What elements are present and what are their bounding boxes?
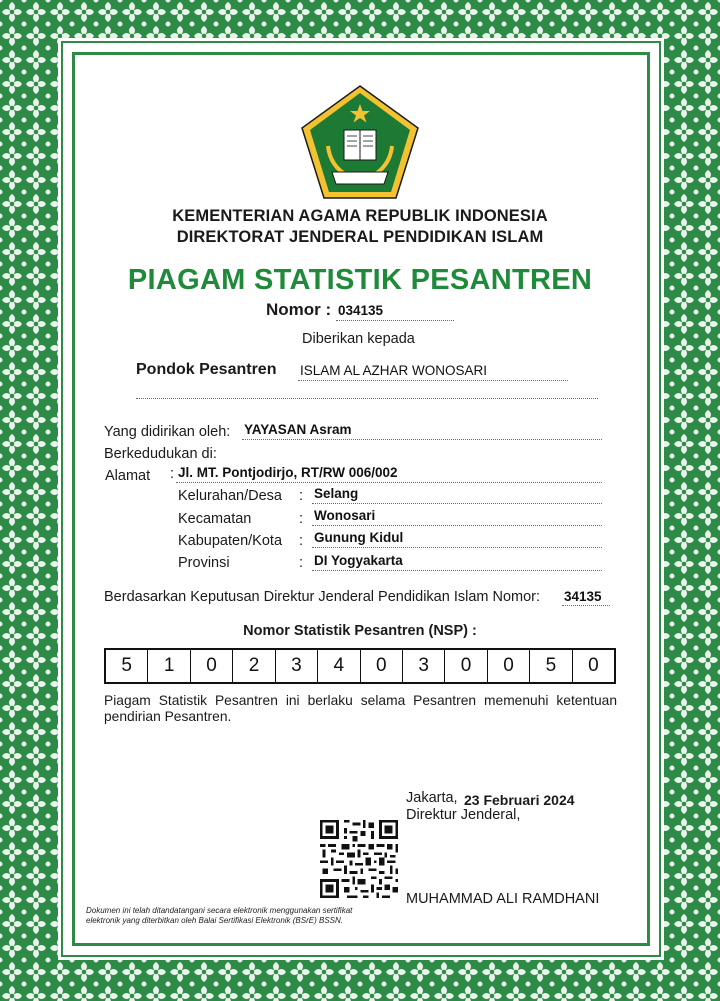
nsp-digit: 5 — [106, 650, 148, 682]
given-to-label: Diberikan kepada — [302, 331, 415, 347]
ministry-name: KEMENTERIAN AGAMA REPUBLIK INDONESIA — [172, 207, 548, 225]
pesantren-label: Pondok Pesantren — [136, 361, 277, 378]
certificate-title: PIAGAM STATISTIK PESANTREN — [127, 264, 593, 296]
province-value: DI Yogyakarta — [314, 553, 403, 568]
village-dotted-line — [312, 503, 602, 504]
village-value: Selang — [314, 486, 359, 501]
province-colon: : — [299, 555, 304, 571]
regency-colon: : — [299, 533, 304, 549]
qr-code-icon — [320, 820, 398, 898]
validity-statement: Piagam Statistik Pesantren ini berlaku selama Pesantren memenuhi ketentuan pendirian Pesantren. — [104, 693, 617, 724]
number-value: 034135 — [338, 303, 384, 318]
nsp-digit: 0 — [361, 650, 403, 682]
regency-value: Gunung Kidul — [314, 530, 404, 545]
nsp-digit: 2 — [233, 650, 275, 682]
village-colon: : — [299, 488, 304, 504]
province-dotted-line — [312, 570, 602, 571]
domicile-label: Berkedudukan di: — [104, 446, 217, 462]
nsp-digit: 5 — [530, 650, 572, 682]
district-colon: : — [299, 511, 304, 527]
pesantren-dotted-line-2 — [136, 398, 598, 399]
directorate-name: DIREKTORAT JENDERAL PENDIDIKAN ISLAM — [176, 228, 544, 246]
pesantren-name: ISLAM AL AZHAR WONOSARI — [300, 363, 488, 378]
kemenag-emblem-icon — [298, 84, 422, 202]
nsp-digit: 3 — [403, 650, 445, 682]
province-label: Provinsi — [178, 555, 230, 571]
founder-dotted-line — [242, 439, 602, 440]
signatory-name: MUHAMMAD ALI RAMDHANI — [406, 891, 600, 907]
district-value: Wonosari — [314, 508, 376, 523]
nsp-digit: 0 — [588, 655, 599, 676]
pesantren-dotted-line — [298, 380, 568, 381]
address-label: Alamat — [105, 468, 151, 484]
founder-label: Yang didirikan oleh: — [104, 424, 231, 440]
nsp-digit: 0 — [488, 650, 530, 682]
decree-label: Berdasarkan Keputusan Direktur Jenderal Pendidikan Islam Nomor: — [104, 589, 541, 605]
nsp-label: Nomor Statistik Pesantren (NSP) : — [243, 623, 477, 639]
signature-date: 23 Februari 2024 — [464, 792, 575, 808]
electronic-signature-note: Dokumen ini telah ditandatangani secara elektronik menggunakan sertifikat elektronik yang diterbitkan oleh Balai Sertifikasi Elektronik (BSrE) BSSN. — [86, 906, 353, 925]
number-label: Nomor : — [266, 300, 332, 319]
number-dotted-line — [336, 320, 454, 321]
decree-value: 34135 — [564, 589, 602, 604]
nsp-digit: 1 — [148, 650, 190, 682]
nsp-digit: 0 — [191, 650, 233, 682]
village-label: Kelurahan/Desa — [178, 488, 282, 504]
regency-dotted-line — [312, 547, 602, 548]
address-value: Jl. MT. Pontjodirjo, RT/RW 006/002 — [178, 465, 398, 480]
district-label: Kecamatan — [178, 511, 252, 527]
address-dotted-line — [176, 482, 602, 483]
nsp-digit: 0 — [445, 650, 487, 682]
decree-dotted-line — [562, 605, 610, 606]
address-colon: : — [170, 466, 175, 482]
nsp-digit: 3 — [276, 650, 318, 682]
district-dotted-line — [312, 525, 602, 526]
nsp-digit: 4 — [318, 650, 360, 682]
founder-value: YAYASAN Asram — [244, 422, 352, 437]
signature-place: Jakarta, — [406, 790, 458, 806]
nsp-digit-boxes — [104, 648, 616, 684]
signature-position: Direktur Jenderal, — [406, 807, 521, 823]
regency-label: Kabupaten/Kota — [178, 533, 283, 549]
